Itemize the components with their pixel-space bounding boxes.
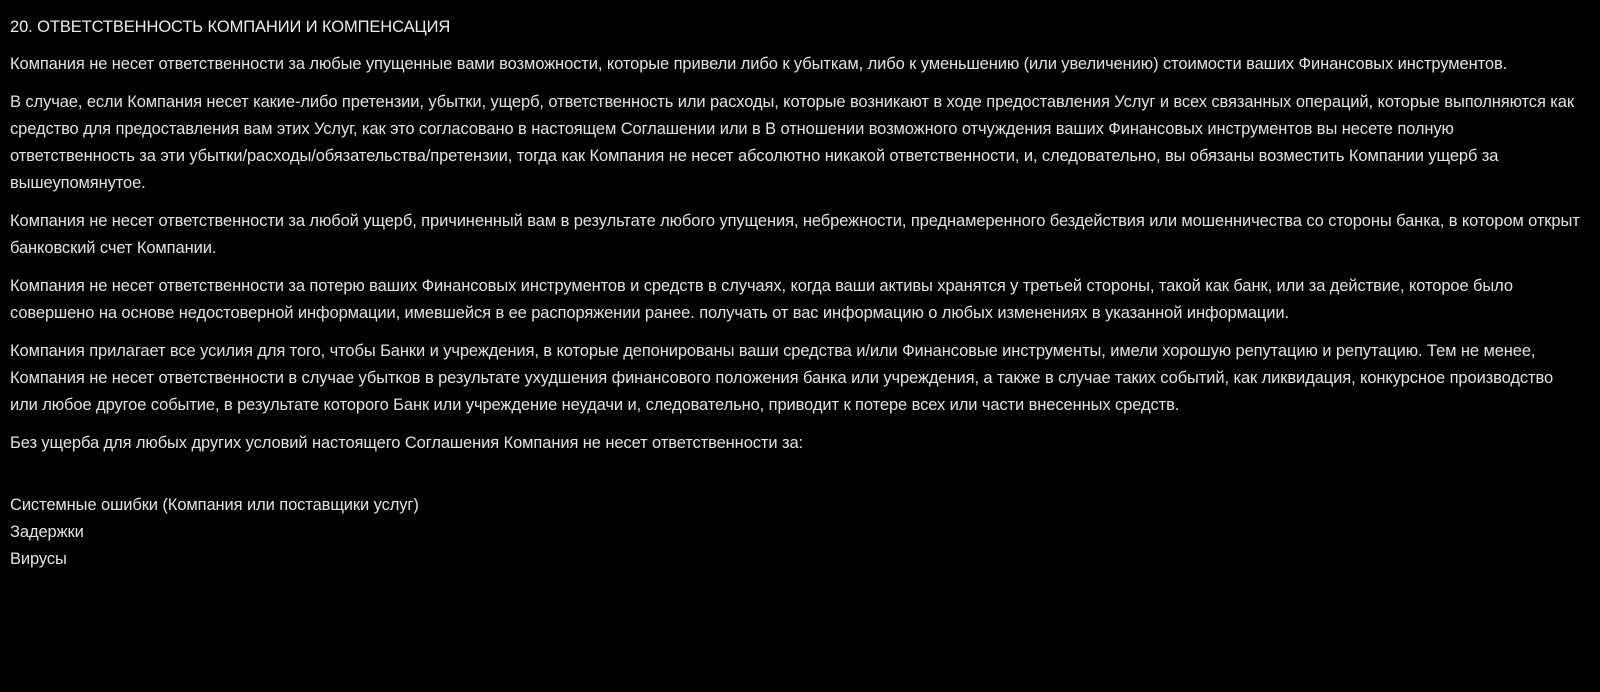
document-content xyxy=(10,16,1580,573)
section-title: 20. ОТВЕТСТВЕННОСТЬ КОМПАНИИ И КОМПЕНСАЦИЯ xyxy=(10,18,451,36)
list-item: Системные ошибки (Компания или поставщики услуг) xyxy=(10,496,419,514)
paragraph-bank-reputation: Компания прилагает все усилия для того, чтобы Банки и учреждения, в которые депонированы ваши средства и/или Финансовые инструменты, имели хорошую репутацию и репутацию. Тем не менее, Компания не несет ответственности в случае убытков в результате ухудшения финансового положения банка или учреждения, а также в случае таких событий, как ликвидация, конкурсное производство или любое другое событие, в результате которого Банк или учреждение неудачи и, следовательно, приводит к потере всех или части внесенных средств. xyxy=(10,342,1554,414)
paragraph-third-party-custody: Компания не несет ответственности за потерю ваших Финансовых инструментов и средств в случаях, когда ваши активы хранятся у третьей стороны, такой как банк, или за действие, которое было совершено на основе недостоверной информации, имевшейся в ее распоряжении ранее. получать от вас информацию о любых изменениях в указанной информации. xyxy=(10,277,1513,322)
list-item: Задержки xyxy=(10,523,84,541)
list-item: Вирусы xyxy=(10,550,67,568)
paragraph-bank-negligence: Компания не несет ответственности за любой ущерб, причиненный вам в результате любого упущения, небрежности, преднамеренного бездействия или мошенничества со стороны банка, в котором открыт банковский счет Компании. xyxy=(10,212,1580,257)
paragraph-indemnification: В случае, если Компания несет какие-либо претензии, убытки, ущерб, ответственность или расходы, которые возникают в ходе предоставления Услуг и всех связанных операций, которые выполняются как средство для предоставления вам этих Услуг, как это согласовано в настоящем Соглашении или в В отношении возможного отчуждения ваших Финансовых инструментов вы несете полную ответственность за эти убытки/расходы/обязательства/претензии, тогда как Компания не несет абсолютно никакой ответственности, и, следовательно, вы обязаны возместить Компании ущерб за вышеупомянутое. xyxy=(10,93,1574,192)
paragraph-missed-opportunities: Компания не несет ответственности за любые упущенные вами возможности, которые привели либо к убыткам, либо к уменьшению (или увеличению) стоимости ваших Финансовых инструментов. xyxy=(10,55,1508,73)
paragraph-liability-intro: Без ущерба для любых других условий настоящего Соглашения Компания не несет ответственности за: xyxy=(10,434,804,452)
liability-exclusions-list xyxy=(10,492,1580,573)
